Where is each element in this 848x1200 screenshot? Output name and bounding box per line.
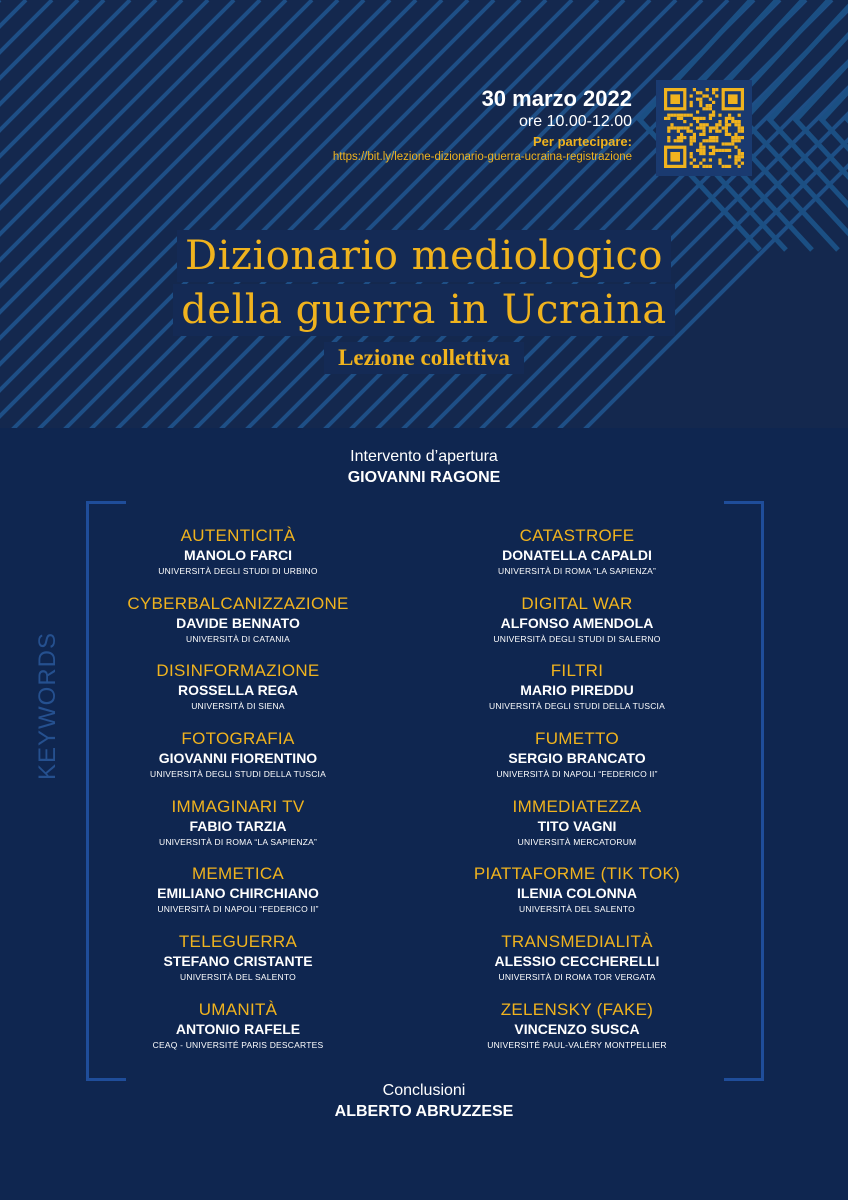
qr-module [728,165,731,168]
qr-module [725,142,728,145]
event-time: ore 10.00-12.00 [519,113,632,130]
keyword: UMANITÀ [198,999,278,1019]
keyword-entry [427,729,727,797]
qr-module [715,126,718,129]
qr-module [702,130,705,133]
university: UNIVERSITÀ DEL SALENTO [519,904,635,915]
title-line-1: Dizionario mediologico [177,230,671,282]
qr-module [680,114,683,117]
keyword: IMMEDIATEZZA [512,796,642,816]
qr-module [731,136,734,139]
keyword: IMMAGINARI TV [171,796,305,816]
qr-module [728,155,731,158]
qr-module [725,130,728,133]
qr-module [738,126,741,129]
qr-module [709,126,712,129]
qr-module [667,139,670,142]
keyword: CATASTROFE [519,526,635,545]
qr-module [712,110,715,113]
speaker-name: SERGIO BRANCATO [508,750,646,767]
right-keyword-column [427,526,727,1068]
qr-module [699,117,702,120]
qr-module [693,158,696,161]
qr-module [718,123,721,126]
keyword-entry [427,526,727,594]
qr-module [677,139,680,142]
university: UNIVERSITÀ DI ROMA TOR VERGATA [498,972,656,983]
speaker-name: MARIO PIREDDU [520,682,634,699]
qr-module [709,165,712,168]
qr-module [738,155,741,158]
qr-module [709,117,712,120]
qr-module [706,123,709,126]
keyword-entry [427,661,727,729]
qr-module [709,107,712,110]
qr-module [715,94,718,97]
opening-label: Intervento d’apertura [350,448,498,465]
qr-module [680,126,683,129]
keyword: TRANSMEDIALITÀ [501,932,653,952]
keyword: CYBERBALCANIZZAZIONE [127,593,349,613]
right-bracket [724,501,764,1081]
qr-module [699,104,702,107]
qr-module [677,136,680,139]
qr-module [670,94,680,104]
qr-module [690,162,693,165]
qr-module [715,139,718,142]
qr-module [690,104,693,107]
qr-module [699,133,702,136]
qr-module [715,136,718,139]
opening-speaker: GIOVANNI RAGONE [347,469,501,486]
university: UNIVERSITÉ PAUL-VALÉRY MONTPELLIER [487,1039,667,1050]
speaker-name: EMILIANO CHIRCHIANO [157,885,319,902]
keyword: PIATTAFORME (TIK TOK) [473,864,681,884]
qr-module [725,126,728,129]
speaker-name: MANOLO FARCI [183,547,293,563]
qr-module [696,98,699,101]
qr-module [712,139,715,142]
keyword: AUTENTICITÀ [180,526,296,545]
qr-module [670,114,673,117]
qr-module [725,149,728,152]
qr-module [702,126,705,129]
qr-module [670,123,673,126]
qr-module [677,114,680,117]
qr-module [715,88,718,91]
qr-module [706,104,709,107]
keyword-entry [427,594,727,662]
qr-module [715,149,718,152]
qr-module [686,130,689,133]
qr-module [674,126,677,129]
qr-module [667,117,670,120]
qr-module [734,155,737,158]
qr-module [702,139,705,142]
university: UNIVERSITÀ MERCATORUM [517,836,637,847]
speaker-name: ANTONIO RAFELE [175,1020,301,1037]
university: UNIVERSITÀ DEGLI STUDI DELLA TUSCIA [150,769,326,780]
speaker-name: ALESSIO CECCHERELLI [494,953,660,970]
header-banner [0,0,848,428]
qr-module [696,91,699,94]
qr-module [712,136,715,139]
qr-module [734,146,737,149]
qr-module [741,126,744,129]
qr-module [683,136,686,139]
qr-module [706,88,709,91]
qr-module [731,117,734,120]
title-line-2: della guerra in Ucraina [173,284,675,336]
qr-module [741,136,744,139]
qr-module [715,130,718,133]
qr-module [709,130,712,133]
qr-module [690,139,693,142]
qr-module [712,114,715,117]
qr-module [738,149,741,152]
qr-module [693,136,696,139]
qr-module [693,139,696,142]
left-keyword-column [88,526,388,1068]
qr-module [725,123,728,126]
keyword: ZELENSKY (FAKE) [500,999,654,1019]
keyword: TELEGUERRA [178,932,298,952]
keyword-entry [427,864,727,932]
speaker-name: DONATELLA CAPALDI [502,547,652,563]
qr-module [699,101,702,104]
qr-module [741,162,744,165]
qr-module [709,104,712,107]
keyword-entry [88,729,388,797]
qr-module [741,130,744,133]
qr-module [699,98,702,101]
qr-module [693,165,696,168]
qr-module [690,152,693,155]
speaker-name: FABIO TARZIA [189,817,287,834]
qr-module [712,146,715,149]
qr-module [738,130,741,133]
closing-speaker: ALBERTO ABRUZZESE [334,1103,514,1120]
speaker-name: TITO VAGNI [537,817,617,834]
title-block [0,230,848,374]
keyword-entry [88,932,388,1000]
qr-module [734,162,737,165]
qr-module [667,126,670,129]
university: CEAQ - UNIVERSITÉ PARIS DESCARTES [152,1039,324,1050]
qr-module [731,120,734,123]
qr-module [709,136,712,139]
qr-module [709,139,712,142]
university: UNIVERSITÀ DEGLI STUDI DI SALERNO [493,633,661,644]
registration-cta: Per partecipare: [533,134,632,149]
university: UNIVERSITÀ DI ROMA “LA SAPIENZA” [158,836,317,847]
qr-module [722,149,725,152]
qr-module [718,162,721,165]
qr-module [690,142,693,145]
subtitle: Lezione collettiva [324,342,524,374]
qr-module [667,130,670,133]
keywords-vertical-label: KEYWORDS [34,631,61,780]
qr-module [702,117,705,120]
keyword-entry [88,864,388,932]
qr-module [734,136,737,139]
qr-module [699,126,702,129]
qr-module [690,136,693,139]
qr-module [712,88,715,91]
qr-module [699,162,702,165]
qr-module [680,139,683,142]
qr-module [686,114,689,117]
university: UNIVERSITÀ DI ROMA “LA SAPIENZA” [497,566,656,576]
qr-module [693,133,696,136]
qr-module [738,136,741,139]
keyword-entry [88,797,388,865]
qr-module [690,101,693,104]
speaker-name: DAVIDE BENNATO [176,614,300,631]
qr-module [677,130,680,133]
qr-module [696,149,699,152]
qr-module [738,139,741,142]
qr-module [702,158,705,161]
qr-module [702,123,705,126]
qr-code-icon [664,88,744,168]
qr-module [677,117,680,120]
qr-module [734,139,737,142]
speaker-name: GIOVANNI FIORENTINO [158,750,318,767]
qr-module [696,110,699,113]
qr-module [699,149,702,152]
qr-module [718,114,721,117]
opening-talk [0,446,848,488]
qr-module [722,165,725,168]
qr-module [725,133,728,136]
qr-module [696,126,699,129]
event-info [333,86,632,165]
speaker-name: ILENIA COLONNA [516,885,638,902]
qr-module [699,91,702,94]
qr-module [712,149,715,152]
keyword: DISINFORMAZIONE [156,661,320,681]
university: UNIVERSITÀ DI NAPOLI “FEDERICO II” [496,769,658,780]
qr-module [738,152,741,155]
closing-talk [0,1080,848,1122]
qr-module [706,165,709,168]
qr-module [702,94,705,97]
qr-module [709,114,712,117]
qr-module [738,158,741,161]
qr-module [699,152,702,155]
speaker-name: VINCENZO SUSCA [514,1020,640,1037]
university: UNIVERSITÀ DEGLI STUDI DI URBINO [158,566,318,576]
speaker-name: ROSSELLA REGA [177,682,299,699]
university: UNIVERSITÀ DI SIENA [191,701,285,712]
registration-link[interactable]: https://bit.ly/lezione-dizionario-guerra-ucraina-registrazione [332,151,632,163]
keyword-entry [88,1000,388,1068]
qr-module [741,152,744,155]
qr-module [690,94,693,97]
qr-module [702,107,705,110]
qr-module [693,88,696,91]
qr-module [702,149,705,152]
qr-module [728,123,731,126]
keyword-entry [427,932,727,1000]
qr-module [706,107,709,110]
qr-module [677,126,680,129]
qr-module [722,142,725,145]
qr-module [690,114,693,117]
qr-module [664,117,667,120]
qr-module [725,120,728,123]
qr-module [738,114,741,117]
qr-module [690,130,693,133]
qr-module [667,114,670,117]
qr-module [696,117,699,120]
keyword-entry [88,594,388,662]
qr-module [683,114,686,117]
qr-module [712,126,715,129]
qr-module [690,123,693,126]
qr-module [734,120,737,123]
qr-module [718,158,721,161]
qr-module [699,146,702,149]
qr-module [738,165,741,168]
qr-module [702,133,705,136]
keyword: FOTOGRAFIA [181,729,295,749]
qr-module [667,136,670,139]
qr-module [696,120,699,123]
qr-module [722,126,725,129]
keyword: FILTRI [550,661,604,681]
qr-module [696,165,699,168]
qr-code-icon[interactable] [656,80,752,176]
qr-module [683,126,686,129]
qr-module [731,142,734,145]
qr-module [728,142,731,145]
qr-module [712,152,715,155]
qr-module [718,120,721,123]
event-date: 30 marzo 2022 [481,86,632,111]
qr-module [725,117,728,120]
qr-module [738,123,741,126]
qr-module [728,149,731,152]
qr-module [680,136,683,139]
qr-module [715,123,718,126]
qr-module [686,126,689,129]
qr-module [734,158,737,161]
qr-module [731,139,734,142]
qr-module [738,120,741,123]
qr-module [699,123,702,126]
university: UNIVERSITÀ DI NAPOLI “FEDERICO II” [157,904,319,915]
university: UNIVERSITÀ DI CATANIA [185,633,290,644]
qr-module [712,101,715,104]
qr-module [702,152,705,155]
qr-module [718,130,721,133]
qr-module [709,158,712,161]
speaker-name: ALFONSO AMENDOLA [500,614,654,631]
qr-module [702,165,705,168]
qr-module [699,142,702,145]
qr-module [670,126,673,129]
closing-label: Conclusioni [382,1082,466,1099]
qr-module [693,117,696,120]
keyword-entry [427,1000,727,1068]
qr-module [706,139,709,142]
qr-module [709,152,712,155]
qr-module [741,155,744,158]
qr-module [718,149,721,152]
qr-module [706,94,709,97]
qr-module [728,133,731,136]
qr-module [725,165,728,168]
qr-module [674,114,677,117]
keyword: MEMETICA [191,864,285,884]
qr-module [728,94,738,104]
university: UNIVERSITÀ DEL SALENTO [180,972,296,983]
qr-module [670,152,680,162]
university: UNIVERSITÀ DEGLI STUDI DELLA TUSCIA [489,701,665,712]
qr-module [734,123,737,126]
keyword-entry [88,661,388,729]
qr-module [734,133,737,136]
qr-module [712,91,715,94]
qr-module [680,133,683,136]
qr-module [674,139,677,142]
qr-module [683,120,686,123]
qr-module [680,117,683,120]
qr-module [709,98,712,101]
keyword-entry [88,526,388,594]
qr-module [709,146,712,149]
qr-module [690,155,693,158]
qr-module [728,114,731,117]
qr-module [702,146,705,149]
qr-module [728,117,731,120]
speaker-name: STEFANO CRISTANTE [163,953,313,970]
keyword: DIGITAL WAR [521,593,633,613]
keyword-entry [427,797,727,865]
keyword: FUMETTO [535,729,619,749]
